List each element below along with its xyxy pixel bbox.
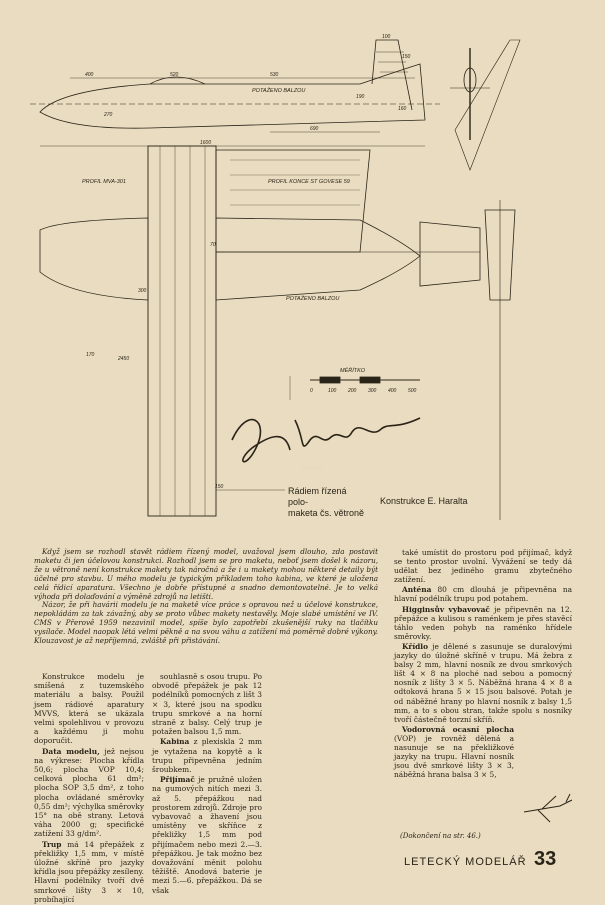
col3-paragraph-3: Higginsův vybavovač je připevněn na 12. přepážce a kulisou s raménkem je přes stavěcí táhlo veden pohyb na raménko hřídele směrovky. [394,604,572,641]
dim-2450: 2450 [118,356,130,362]
scale-tick-300: 300 [368,388,377,394]
label-profil-koncove: PROFIL KONCE ST GOVESE 59 [268,179,350,185]
dim-300: 300 [138,288,147,294]
col3-paragraph-5: Vodorovná ocasní plocha (VOP) je rovněž dělená a nasunuje se na překližkové jazyky na trupu. Hlavní nosník jsou dvě smrkové lišty 3 × 3, náběžná hrana balsa 3 × 5, [394,724,514,780]
dim-520: 520 [170,72,179,78]
drawing-caption-author: Konstrukce E. Haralta [380,496,468,506]
glider-sketch-icon [520,792,576,826]
label-meritko: MĚŘÍTKO [340,368,366,374]
dim-1600: 1600 [200,140,212,146]
scale-tick-200: 200 [348,388,357,394]
dim-100: 100 [382,34,391,40]
signature-text [300,465,324,472]
col3-paragraph-1: také umístit do prostoru pod přijímač, když se tento prostor uvolní. Vyvážení se tedy dá udělat bez jediného gramu zbytečného zatížení. [394,548,572,585]
dim-160: 160 [398,106,407,112]
dim-150b: 150 [215,484,224,490]
col3-paragraph-2: Anténa 80 cm dlouhá je připevněna na hlavní podélník trupu pod potahem. [394,585,572,604]
article-column-2 [152,672,262,896]
col2-paragraph-3: Přijímač je pružně uložen na gumových nitích mezi 3. až 5. přepážkou nad prostorem zdrojů. Zdroje pro vybavovač a žhavení jsou umístěny ve skříňce z překližky 1,5 mm pod přijímačem nebo mezi 2.—3. přepážkou. Je tak možno bez dovažování měnit polohu těžiště. Anodová baterie je mezi 5.—6. přepážkou. Dá se však [152,775,262,895]
page-number: 33 [534,848,557,870]
dim-400: 400 [85,72,94,78]
label-potazeno-mid: POTAŽENO BALZOU [286,296,340,302]
col1-paragraph-2: Data modelu, jež nejsou na výkrese: Plocha křídla 50,6; plocha VOP 10,4; celková plocha 61 dm²; plocha SOP 3,5 dm², z toho plocha ovládané směrovky 0,55 dm²; výchylka směrovky 15° na obě strany. Letová váha 2000 g; specifické zatížení 33 g/dm². [34,746,144,839]
scale-tick-0: 0 [310,388,313,394]
article-column-3 [394,548,572,780]
dim-150: 150 [402,54,411,60]
dim-690: 690 [310,126,319,132]
continued-note: (Dokončení na str. 46.) [400,832,481,840]
label-potazeno-top: POTAŽENO BALZOU [252,88,306,94]
col1-paragraph-1: Konstrukce modelu je smíšená z tuzemského materiálu a balsy. Použil jsem rádiové aparatury MVVS, která se ukázala velmi spolehlivou v provozu a každému ji mohu doporučit. [34,672,144,746]
col3-paragraph-4: Křídlo je dělené s zasunuje se duralovými jazyky do úložné skříně v trupu. Má žebra z balsy 2 mm, hlavní nosník ze dvou smrkových lišt 4 × 8 na ploché nad sebou a pomocný nosník z lišty 3 × 5. Náběžná hrana 4 × 8 a odtoková hrana 5 × 15 jsou balsové. Potah je od náběžné hrany po hlavní nosník z balsy 1,5 mm, a to s obou stran, takže spolu s nosníky tvoří částečně torzní skříň. [394,641,572,724]
dim-170: 170 [86,352,95,358]
dim-70: 70 [210,242,216,248]
scale-tick-500: 500 [408,388,417,394]
col2-paragraph-2: Kabina z plexiskla 2 mm je vytažena na kopytě a k trupu připevněna jedním šroubkem. [152,737,262,775]
col2-paragraph-1: souhlasně s osou trupu. Po obvodě přepážek je pak 12 podélníků pomocných z lišt 3 × 3, které jsou na spodku trupu smrkové a na horní straně z balsy. Celý trup je potažen balsou 1,5 mm. [152,672,262,737]
intro-paragraph: Když jsem se rozhodl stavět rádiem řízený model, uvažoval jsem dlouho, zda postavit maketu či jen účelovou konstrukci. Rozhodl jsem se pro maketu, neboť jsem došel k názoru, že u větroně není konstrukce makety tak náročná a že i u makety mohou některé detaily být účelné pro stavbu. U mého modelu je typickým příkladem toho kabina, ve které je uložena celá řídicí aparatura. Všechno je dobře přístupné a snadno demontovatelné. Je to velká výhoda při dolaďování a výměně zdrojů na letišti. [34,547,378,601]
intro-paragraph-2: Názor, že při havárii modelu je na maketě více práce s opravou než u účelové konstrukce, nepokládám za tak závažný, aby se proto vůbec makety nestavěly. Moje slabé umístění ve IV. CMS v Přerově 1959 nezavinil model, spíše bylo zapotřebí zkušenější ruky na tlačítku vysílače. Model naopak létá velmi pěkně a na svou váhu a zatížení má poměrně dobré výkony. Klouzavost je až nepříjemná, zvláště při přistávání. [34,600,378,646]
article-column-1 [34,672,144,905]
article-intro [34,548,378,646]
label-profil-mva: PROFIL MVA-301 [82,179,126,185]
dim-270: 270 [104,112,113,118]
dim-190: 190 [356,94,365,100]
col1-paragraph-3: Trup má 14 přepážek z překližky 1,5 mm, v místě úložné skříně pro jazyky křídla jsou přepážky zesíleny. Hlavní podélníky tvoří dvě smrkové lišty 3 × 10, probíhající [34,839,145,904]
scale-tick-400: 400 [388,388,397,394]
scale-tick-100: 100 [328,388,337,394]
drawing-caption-title: Rádiem řízená polo- maketa čs. větroně [288,486,365,518]
magazine-name: LETECKÝ MODELÁŘ [404,856,527,868]
dim-530: 530 [270,72,279,78]
